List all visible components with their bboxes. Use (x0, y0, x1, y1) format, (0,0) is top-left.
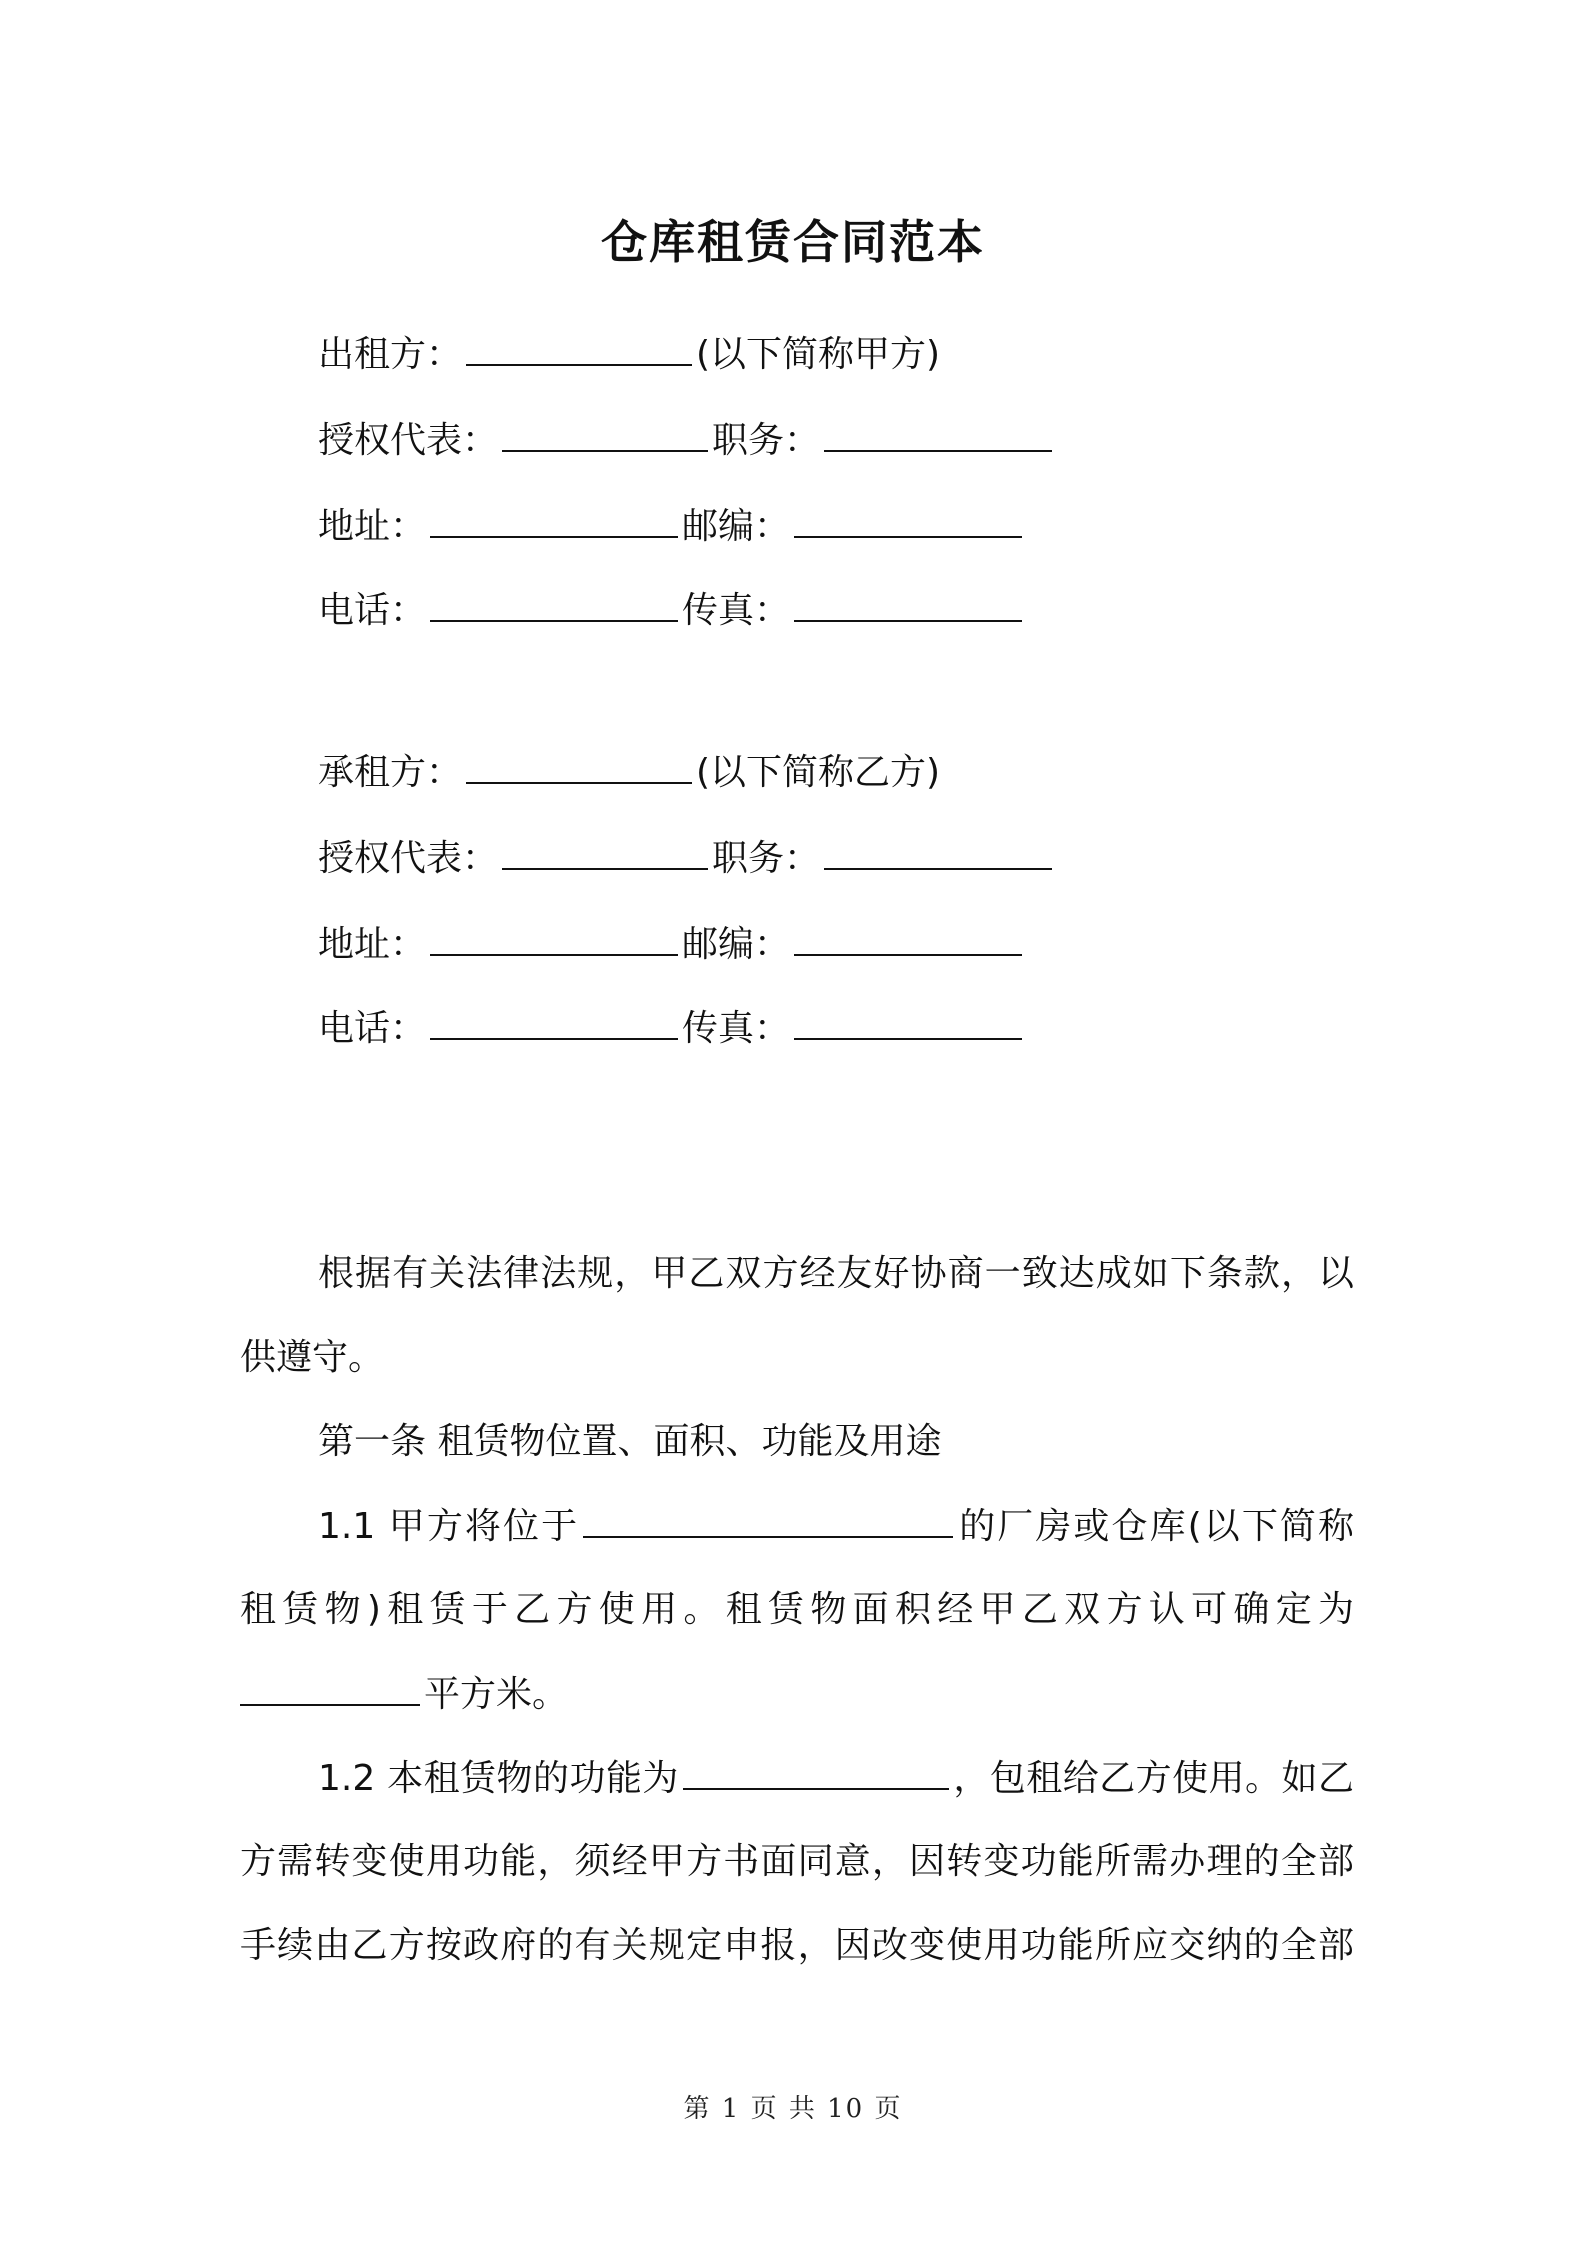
lessor-postcode-blank (794, 500, 1022, 538)
intro-line-2: 供遵守。 (240, 1337, 385, 1378)
lessor-fax-label: 传真： (682, 590, 791, 631)
lessor-rep-blank (502, 414, 708, 452)
lessor-fax-blank (794, 584, 1022, 622)
lessee-fax-blank (794, 1002, 1022, 1040)
lessor-address-line (318, 500, 1026, 553)
article-1-heading: 第一条 租赁物位置、面积、功能及用途 (318, 1421, 942, 1462)
clause-1-2-line-3: 手续由乙方按政府的有关规定申报，因改变使用功能所应交纳的全部 (240, 1925, 1354, 1966)
lessor-address-blank (430, 500, 678, 538)
lessor-position-label: 职务： (712, 420, 821, 461)
lessee-fax-label: 传真： (682, 1008, 791, 1049)
lessee-rep-blank (502, 832, 708, 870)
lessor-phone-line (318, 584, 1026, 637)
lessee-name-blank (466, 746, 692, 784)
lessee-rep-label: 授权代表： (318, 838, 499, 879)
lessee-suffix: (以下简称乙方) (696, 752, 941, 793)
document-title: 仓库租赁合同范本 (601, 215, 985, 269)
clause-1-2-line-2: 方需转变使用功能，须经甲方书面同意，因转变功能所需办理的全部 (240, 1841, 1354, 1882)
lessor-phone-label: 电话： (318, 590, 427, 631)
lessor-phone-blank (430, 584, 678, 622)
lessor-rep-label: 授权代表： (318, 420, 499, 461)
lessor-name-blank (466, 328, 692, 366)
clause-1-1-line-2: 租赁物)租赁于乙方使用。租赁物面积经甲乙双方认可确定为 (240, 1589, 1354, 1630)
lessee-position-blank (824, 832, 1052, 870)
clause-1-2-prefix: 1.2 本租赁物的功能为 (318, 1758, 679, 1799)
lessee-phone-blank (430, 1002, 678, 1040)
lessor-address-label: 地址： (318, 506, 427, 547)
clause-1-1-after-blank: 的厂房或仓库(以下简称 (957, 1506, 1354, 1547)
page-footer: 第 1 页 共 10 页 (683, 2094, 903, 2124)
clause-1-2-line-1 (318, 1752, 1354, 1805)
intro-line-1: 根据有关法律法规，甲乙双方经友好协商一致达成如下条款，以 (318, 1253, 1354, 1294)
lessor-position-blank (824, 414, 1052, 452)
clause-1-1-area-blank (240, 1668, 420, 1706)
lessee-position-label: 职务： (712, 838, 821, 879)
lessee-address-label: 地址： (318, 924, 427, 965)
lessee-phone-label: 电话： (318, 1008, 427, 1049)
lessor-suffix: (以下简称甲方) (696, 334, 941, 375)
lessee-line (318, 746, 940, 799)
clause-1-1-area-suffix: 平方米。 (424, 1674, 569, 1715)
lessee-phone-line (318, 1002, 1026, 1055)
lessor-rep-line (318, 414, 1056, 467)
clause-1-2-after-blank: ，包租给乙方使用。如乙 (952, 1758, 1354, 1799)
lessee-address-blank (430, 918, 678, 956)
lessee-rep-line (318, 832, 1056, 885)
clause-1-1-line-3 (240, 1668, 568, 1721)
clause-1-1-line-1 (318, 1500, 1354, 1553)
clause-1-2-function-blank (683, 1752, 949, 1790)
lessee-postcode-label: 邮编： (682, 924, 791, 965)
lessor-label: 出租方： (318, 334, 463, 375)
lessee-postcode-blank (794, 918, 1022, 956)
clause-1-1-location-blank (583, 1500, 953, 1538)
lessee-address-line (318, 918, 1026, 971)
clause-1-1-prefix: 1.1 甲方将位于 (318, 1506, 580, 1547)
lessor-line (318, 328, 940, 381)
lessee-label: 承租方： (318, 752, 463, 793)
lessor-postcode-label: 邮编： (682, 506, 791, 547)
